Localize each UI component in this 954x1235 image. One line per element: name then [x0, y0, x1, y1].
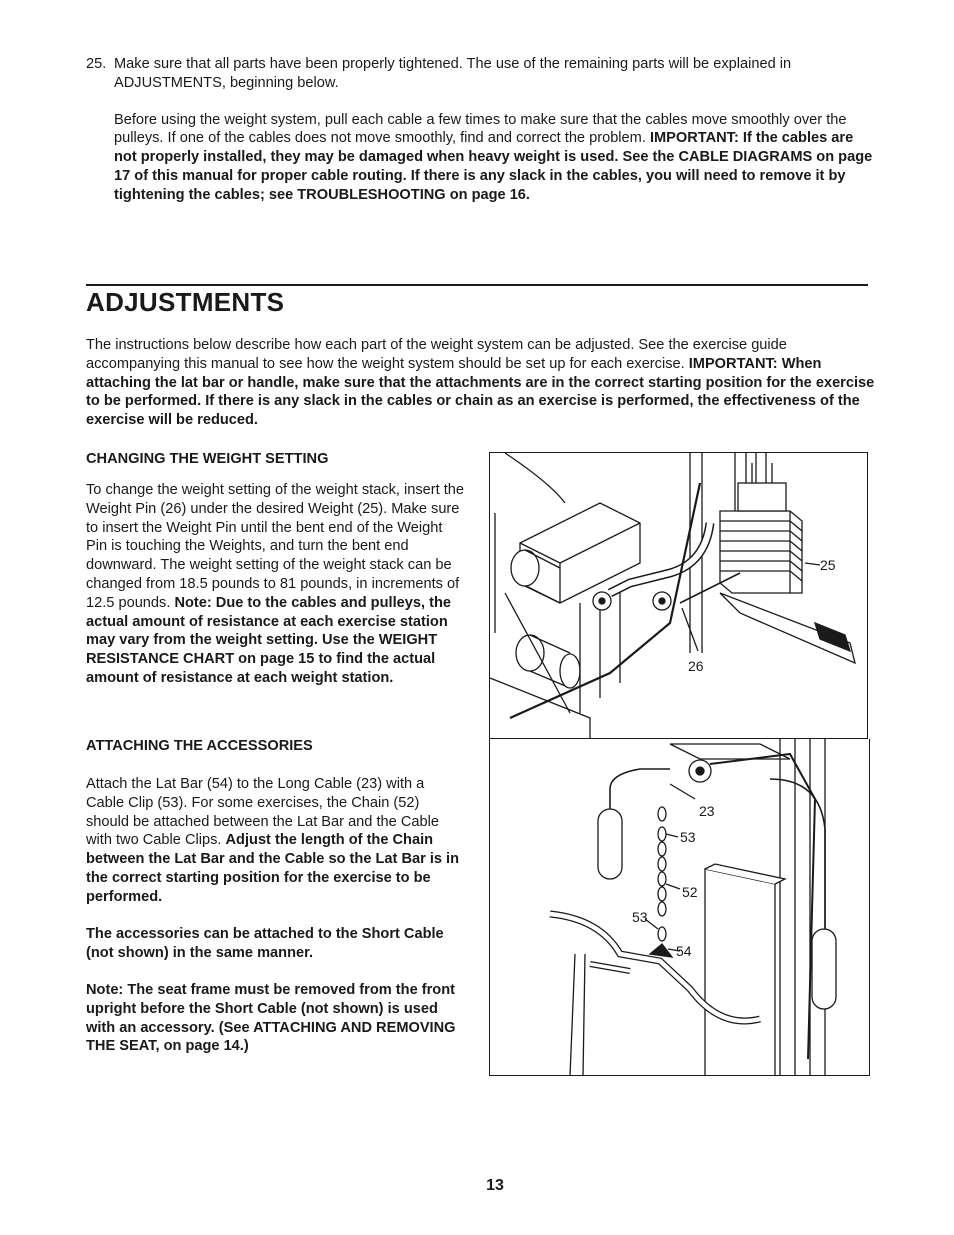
callout-26: 26 — [688, 658, 704, 674]
page-number: 13 — [486, 1177, 504, 1194]
accessories-note-1 — [86, 925, 466, 963]
section-rule — [86, 284, 868, 286]
weight-setting-text — [86, 481, 466, 688]
lat-bar-figure — [489, 739, 870, 1076]
accessories-plain: Attach the Lat Bar (54) to the Long Cable (23) with a Cable Clip (53). For some exercises, the Chain (52) should be attached between the Lat Bar and the Cable with two Cable Clips. — [86, 776, 439, 849]
callout-52: 52 — [682, 884, 698, 900]
step-25 — [86, 55, 876, 205]
section-intro — [86, 336, 876, 430]
weight-plates — [720, 463, 802, 593]
back-pad — [705, 864, 785, 1076]
accessories-text — [86, 775, 466, 907]
callout-53-bottom: 53 — [632, 909, 648, 925]
accessories-adjust: Adjust the length of the Chain between the Lat Bar and the Cable so the Lat Bar is in the correct starting position for the exercise to be performed. — [86, 832, 460, 905]
accessories-heading: ATTACHING THE ACCESSORIES — [86, 738, 313, 754]
section-title: ADJUSTMENTS — [86, 287, 285, 317]
weight-setting-plain: To change the weight setting of the weight stack, insert the Weight Pin (26) under the desired Weight (25). Make sure to insert the Weight Pin until the bent end of the Weight Pin is touching the Weights, and turn the bent end downward. The weight setting of the weight stack can be changed from 18.5 pounds to 81 pounds, in increments of 12.5 pounds. — [86, 482, 465, 611]
cable-check-important: IMPORTANT: If the cables are not properly installed, they may be damaged when heavy weight is used. See the CABLE DIAGRAMS on page 17 of this manual for proper cable routing. If there is any slack in the cables, you will need to remove it by tightening the cables; see TROUBLESHOOTING on page 16. — [114, 130, 873, 203]
weight-stack-figure — [489, 452, 868, 739]
weight-setting-note: Note: Due to the cables and pulleys, the actual amount of resistance at each exercise station may vary from the weight setting. Use the WEIGHT RESISTANCE CHART on page 15 to find the actual amount of resistance at each weight station. — [86, 594, 451, 686]
weight-setting-heading: CHANGING THE WEIGHT SETTING — [86, 451, 329, 467]
callout-25: 25 — [820, 557, 836, 573]
cable-check-text: Before using the weight system, pull each cable a few times to make sure that the cables move smoothly over the pulleys. If one of the cables does not move smoothly, find and correct the problem. — [114, 111, 847, 147]
step-25-cable-check — [114, 111, 876, 205]
intro-important: IMPORTANT: When attaching the lat bar or handle, make sure that the attachments are in the correct starting position for the exercise to be performed. If there is any slack in the cables or chain as an exercise is performed, the effectiveness of the exercise will be reduced. — [86, 355, 875, 429]
callout-53-top: 53 — [680, 829, 696, 845]
callout-23: 23 — [699, 803, 715, 819]
accessories-note-2 — [86, 981, 466, 1056]
callout-54: 54 — [676, 943, 692, 959]
short-cable-note: The accessories can be attached to the Short Cable (not shown) in the same manner. — [86, 926, 444, 961]
seat-frame-note: Note: The seat frame must be removed from the front upright before the Short Cable (not shown) is used with an accessory. (See ATTACHING AND REMOVING THE SEAT, on page 14.) — [86, 982, 456, 1055]
step-number: 25. — [86, 56, 107, 72]
intro-text: The instructions below describe how each part of the weight system can be adjusted. See the exercise guide accompanying this manual to see how the weight system should be set up for each exercise. — [86, 337, 787, 372]
step-25-text: Make sure that all parts have been properly tightened. The use of the remaining parts will be explained in ADJUSTMENTS, beginning below. — [114, 56, 792, 91]
chain — [658, 807, 666, 941]
